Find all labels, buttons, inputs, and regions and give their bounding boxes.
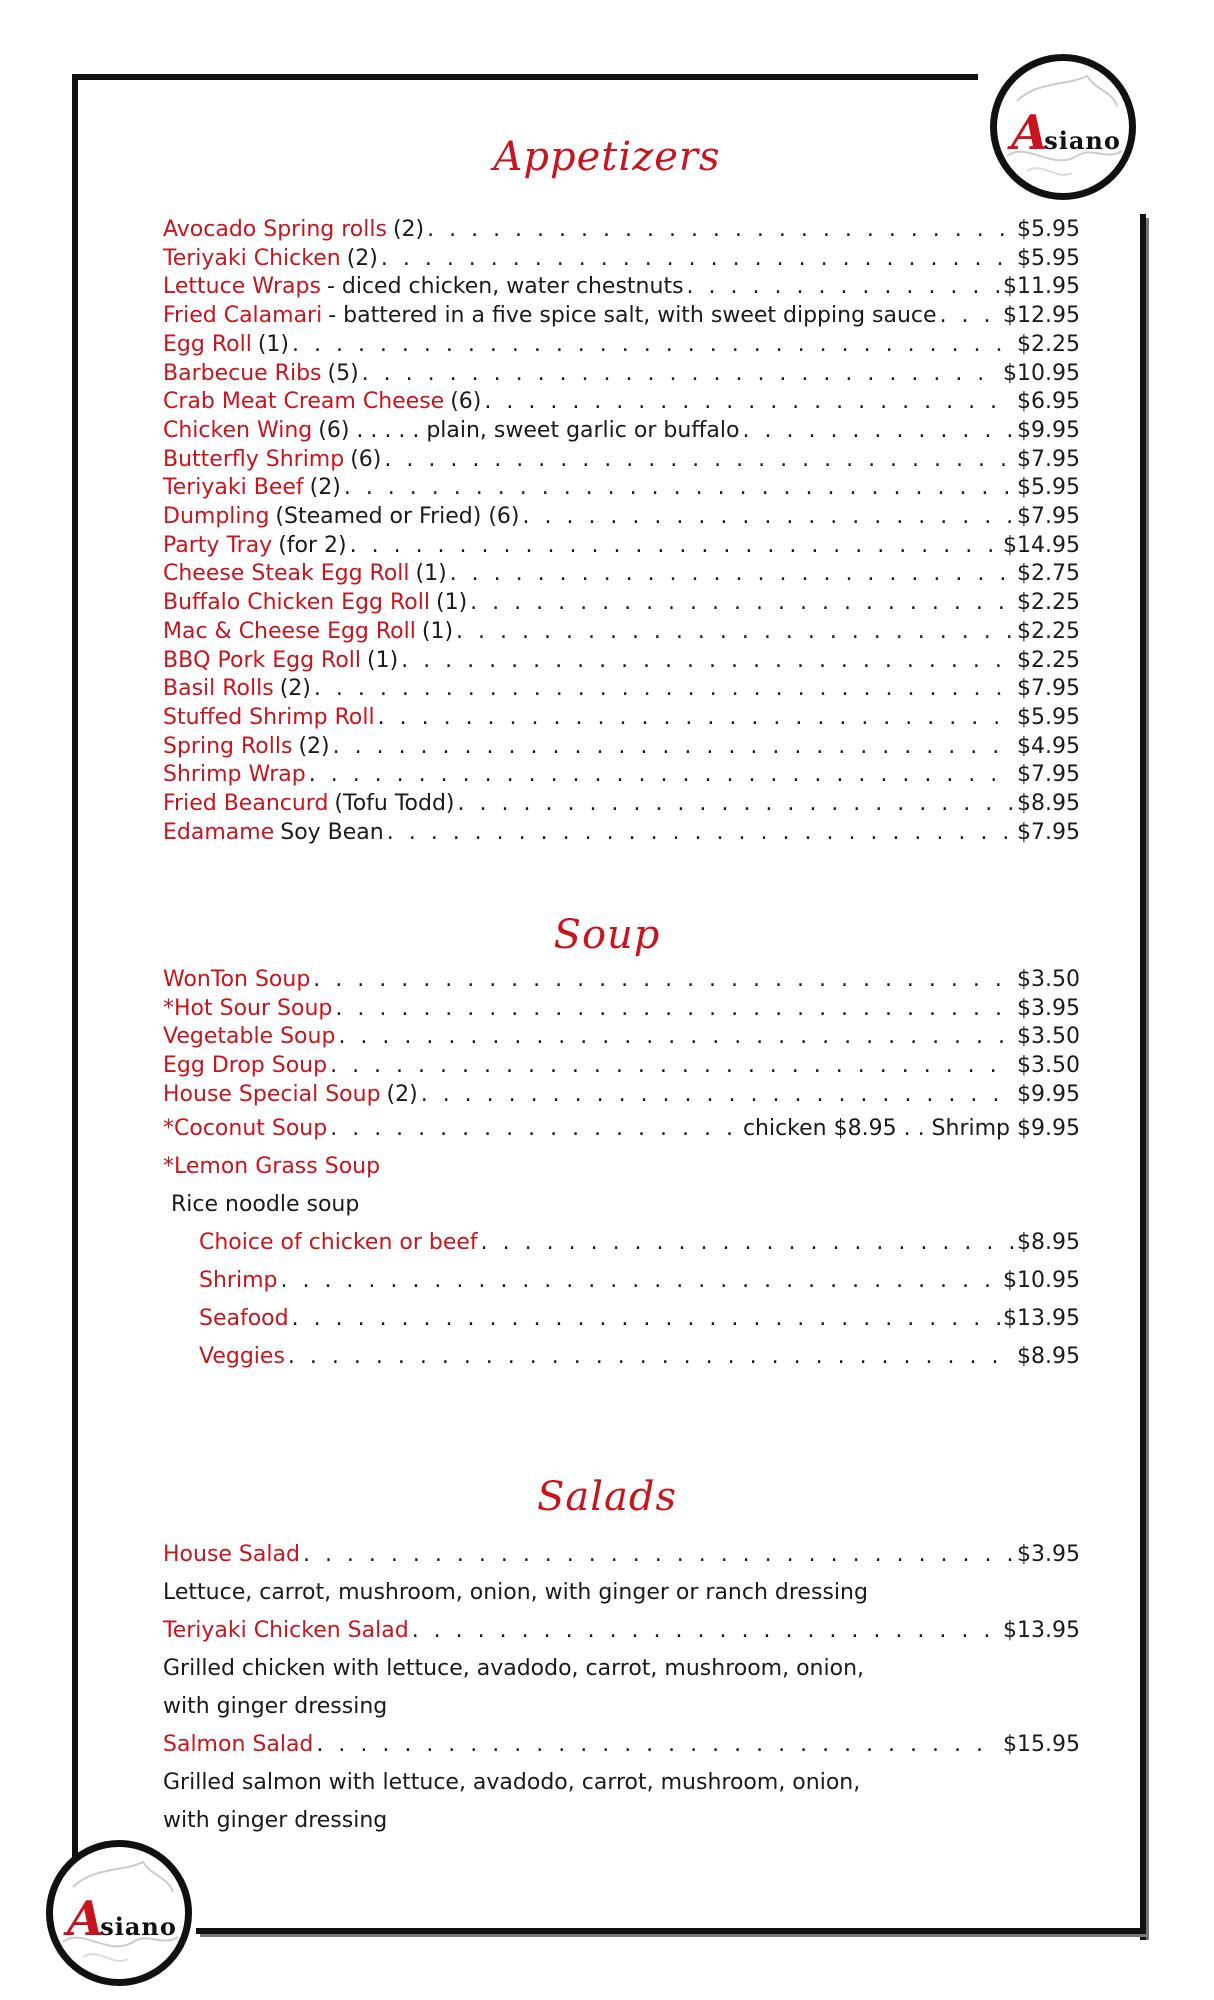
menu-item [163,245,1080,274]
rice-noodle-label: Rice noodle soup [171,1191,360,1217]
menu-item [163,388,1080,417]
item-price: $2.25 [1017,331,1080,357]
item-price: $5.95 [1017,217,1080,242]
logo-initial: A [67,1891,105,1947]
item-name: Dumpling [163,504,270,530]
leader-dots [484,388,1014,417]
item-note: (for 2) [278,532,347,558]
item-name: Lettuce Wraps [163,274,321,300]
frame-top-border [72,74,978,80]
item-name: Egg Drop Soup [163,1053,328,1079]
item-note: (2) [279,676,311,702]
leader-dots [412,1612,1000,1650]
leader-dots [316,1726,1000,1764]
menu-item [163,1081,1080,1110]
item-description: Lettuce, carrot, mushroom, onion, with ginger or ranch dressing [163,1580,868,1605]
menu-item [163,360,1080,389]
item-price: $5.95 [1017,704,1080,730]
item-description: with ginger dressing [163,1808,388,1833]
item-name: Avocado Spring rolls [163,217,387,242]
item-name: Teriyaki Beef [163,475,304,501]
leader-dots [458,790,1014,819]
menu-item [163,331,1080,360]
frame-bottom-border [196,1928,1146,1934]
item-name: Buffalo Chicken Egg Roll [163,590,430,616]
item-note: (1) [367,647,399,673]
item-description: with ginger dressing [163,1694,388,1719]
item-name: Teriyaki Chicken Salad [163,1618,409,1643]
item-name: WonTon Soup [163,967,311,992]
item-note: (1) [421,618,454,644]
item-note: (2) [309,475,341,501]
frame-right-border [1140,214,1146,1940]
salads-list [163,1536,1080,1840]
item-price: $12.95 [1003,303,1080,329]
leader-dots [309,761,1014,790]
item-price: $7.95 [1017,819,1080,845]
item-name: Salmon Salad [163,1732,314,1757]
logo-wordmark [67,1891,187,1947]
item-price: $3.50 [1017,967,1080,992]
item-name: Veggies [199,1343,285,1369]
frame-left-border [72,74,78,1934]
item-name: Chicken Wing [163,417,313,443]
leader-dots [421,1081,1014,1110]
logo-rest: siano [100,1912,177,1941]
leader-dots [522,503,1014,532]
item-price: $9.95 [1017,417,1080,443]
leader-dots [350,532,1000,561]
menu-item [199,1224,1080,1262]
leader-dots [401,647,1014,676]
item-price: $5.95 [1017,475,1080,501]
item-note: - diced chicken, water chestnuts [326,274,684,300]
item-name: House Salad [163,1542,300,1567]
item-price: $3.50 [1017,1053,1080,1079]
item-note: (2) [386,1081,418,1107]
leader-dots [362,360,1000,389]
leader-dots [743,417,1015,446]
leader-dots [314,675,1014,704]
item-note: (6) . . . . . plain, sweet garlic or buffalo [318,417,740,443]
item-price: $2.25 [1017,618,1080,644]
menu-item [163,704,1080,733]
item-price: $2.75 [1017,561,1080,587]
menu-item-coconut-soup [163,1110,1080,1148]
item-name: Crab Meat Cream Cheese [163,389,445,415]
item-name: *Coconut Soup [163,1115,328,1141]
asiano-logo-bottom [46,1840,192,1986]
menu-item [163,273,1080,302]
menu-item [163,589,1080,618]
menu-item [163,647,1080,676]
rice-noodle-items [163,1224,1080,1376]
soup-items [163,966,1080,1110]
item-name: *Lemon Grass Soup [163,1153,381,1179]
leader-dots [940,302,1000,331]
item-name: Choice of chicken or beef [199,1229,478,1255]
item-name: Shrimp [199,1267,278,1293]
item-note: Soy Bean [280,819,384,845]
item-price: $3.95 [1017,995,1080,1021]
menu-item [163,733,1080,762]
menu-item-teriyaki-chicken-salad [163,1612,1080,1650]
leader-dots [333,733,1014,762]
menu-item [163,446,1080,475]
leader-dots [303,1536,1014,1574]
item-name: House Special Soup [163,1081,381,1107]
item-price: $6.95 [1017,389,1080,415]
menu-item [163,560,1080,589]
menu-item [163,995,1080,1024]
item-price: $5.95 [1017,245,1080,271]
leader-dots [335,995,1014,1024]
item-name: Mac & Cheese Egg Roll [163,618,416,644]
item-price: $10.95 [1003,1267,1080,1293]
soup-list [163,966,1080,1376]
item-price: $13.95 [1003,1618,1080,1643]
item-price: $8.95 [1017,1343,1080,1369]
item-price: $7.95 [1017,446,1080,472]
item-note: (Steamed or Fried) (6) [275,504,520,530]
menu-item [163,1023,1080,1052]
menu-item [163,503,1080,532]
item-name: Spring Rolls [163,733,293,759]
item-name: Fried Beancurd [163,791,329,817]
item-name: Seafood [199,1305,289,1331]
leader-dots [288,1338,1014,1376]
item-price: $2.25 [1017,647,1080,673]
item-description: Grilled chicken with lettuce, avadodo, carrot, mushroom, onion, [163,1656,865,1681]
menu-item-lemon-grass-soup [163,1148,1080,1186]
item-note: (1) [257,331,289,357]
frame-right-shadow [1146,218,1149,1940]
menu-item [163,417,1080,446]
item-name: *Hot Sour Soup [163,995,333,1021]
item-price: $8.95 [1017,791,1080,817]
item-price: $7.95 [1017,676,1080,702]
leader-dots [384,446,1014,475]
item-name: Barbecue Ribs [163,360,322,386]
item-note: (2) [346,245,378,271]
menu-item [199,1300,1080,1338]
item-note: (1) [436,590,468,616]
menu-item [163,790,1080,819]
leader-dots [687,273,1000,302]
leader-dots [387,819,1014,848]
item-note: (6) [450,389,482,415]
leader-dots [381,245,1014,274]
leader-dots [280,1262,1000,1300]
item-note: (Tofu Todd) [334,791,455,817]
leader-dots [470,589,1014,618]
logo-rest: siano [1044,126,1121,155]
logo-initial: A [1011,105,1049,161]
leader-dots [292,331,1014,360]
item-price: $13.95 [1003,1305,1080,1331]
item-price: $4.95 [1017,733,1080,759]
item-name: BBQ Pork Egg Roll [163,647,362,673]
item-price: $3.50 [1017,1024,1080,1050]
menu-item [163,216,1080,245]
item-price: $10.95 [1003,360,1080,386]
item-name: Edamame [163,819,275,845]
item-note: (5) [327,360,359,386]
leader-dots [338,1023,1014,1052]
item-note: (2) [298,733,330,759]
item-description: Grilled salmon with lettuce, avadodo, carrot, mushroom, onion, [163,1770,861,1795]
item-name: Cheese Steak Egg Roll [163,561,410,587]
menu-item [199,1338,1080,1376]
frame-bottom-shadow [200,1934,1149,1937]
item-name: Egg Roll [163,331,252,357]
appetizers-list [163,216,1080,847]
item-name: Stuffed Shrimp Roll [163,704,375,730]
leader-dots [456,618,1014,647]
leader-dots [481,1224,1014,1262]
menu-item [163,761,1080,790]
leader-dots [330,1052,1014,1081]
menu-item [163,618,1080,647]
item-price: $9.95 [1017,1081,1080,1107]
item-name: Shrimp Wrap [163,762,306,788]
item-note: (1) [415,561,447,587]
menu-item [163,302,1080,331]
item-name: Teriyaki Chicken [163,245,341,271]
item-name: Basil Rolls [163,676,274,702]
menu-item [163,675,1080,704]
menu-item-house-salad [163,1536,1080,1574]
leader-dots [427,216,1014,245]
item-note: (6) [350,446,382,472]
item-price: $3.95 [1017,1542,1080,1567]
item-price: chicken $8.95 . . Shrimp $9.95 [742,1115,1080,1141]
menu-item [199,1262,1080,1300]
item-price: $7.95 [1017,504,1080,530]
leader-dots [378,704,1014,733]
item-name: Vegetable Soup [163,1024,336,1050]
item-note: - battered in a five spice salt, with sweet dipping sauce [328,303,937,329]
item-name: Fried Calamari [163,303,323,329]
leader-dots [344,474,1014,503]
item-price: $15.95 [1003,1732,1080,1757]
item-price: $11.95 [1003,274,1080,300]
item-price: $2.25 [1017,590,1080,616]
menu-item [163,474,1080,503]
menu-item [163,532,1080,561]
item-name: Party Tray [163,532,273,558]
leader-dots [292,1300,1000,1338]
appetizers-heading: Appetizers [493,134,721,180]
menu-item [163,966,1080,995]
leader-dots [330,1110,740,1148]
item-name: Butterfly Shrimp [163,446,345,472]
item-price: $7.95 [1017,762,1080,788]
item-price: $14.95 [1003,532,1080,558]
menu-item-salmon-salad [163,1726,1080,1764]
leader-dots [450,560,1014,589]
item-price: $8.95 [1017,1229,1080,1255]
item-note: (2) [392,217,425,242]
soup-heading: Soup [553,912,661,958]
leader-dots [313,966,1014,995]
salads-heading: Salads [536,1474,678,1520]
menu-item [163,1052,1080,1081]
menu-item [163,819,1080,848]
